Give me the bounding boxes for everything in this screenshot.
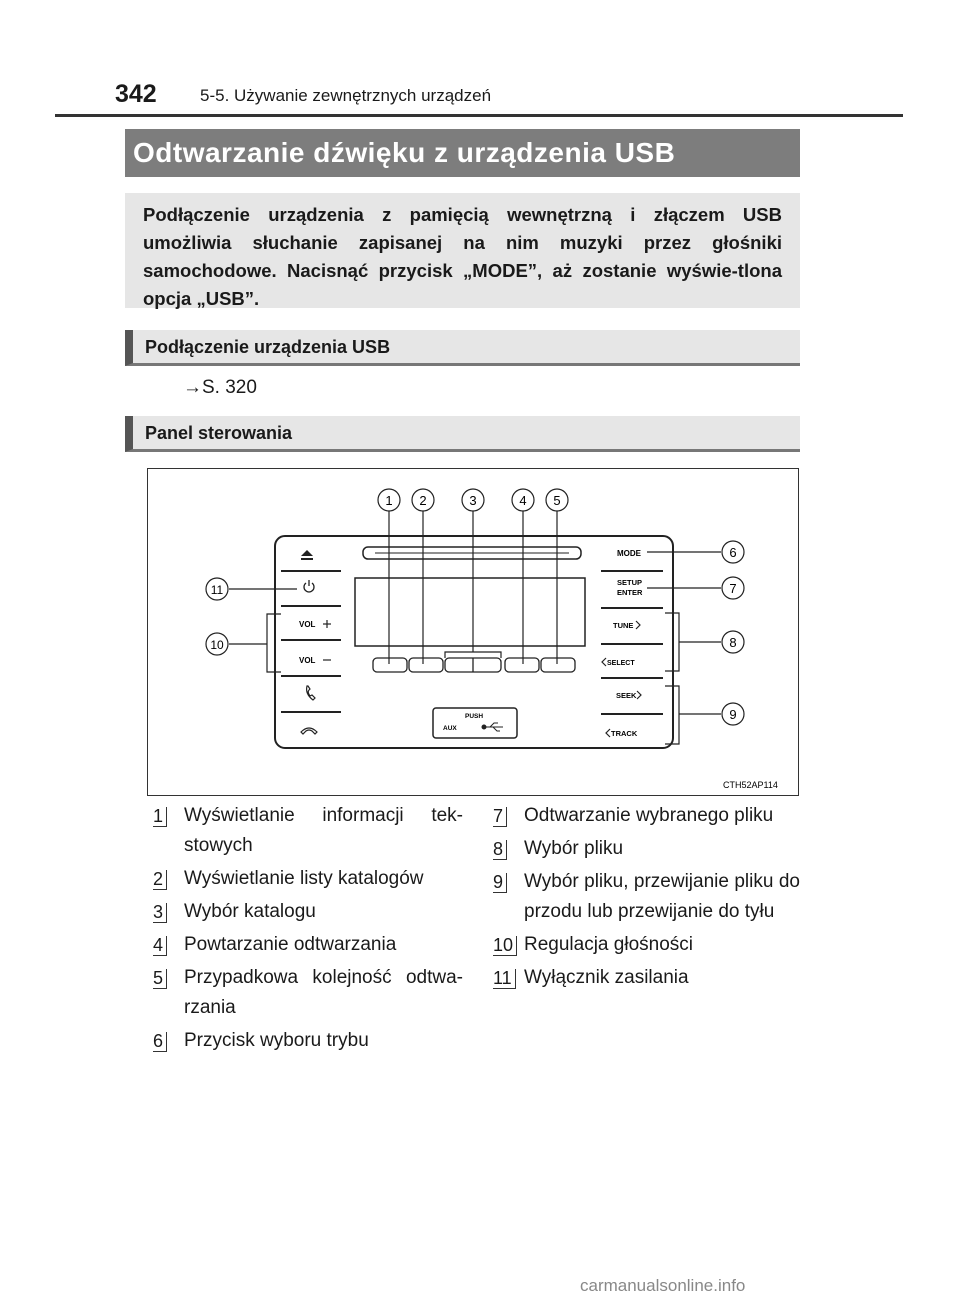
legend-item-4: [150, 930, 463, 960]
vol-plus-label: VOL: [299, 620, 316, 629]
vol-minus-label: VOL: [299, 656, 316, 665]
legend-item-3: [150, 897, 463, 927]
legend-number: 5: [153, 969, 167, 989]
legend-item-7: [490, 801, 800, 831]
legend-column-right: [490, 801, 800, 996]
svg-text:8: 8: [729, 635, 737, 650]
svg-text:1: 1: [385, 493, 393, 508]
legend-number: 3: [153, 903, 167, 923]
legend-text: Wyświetlanie informacji tek-stowych: [184, 805, 463, 856]
legend-number: 7: [493, 807, 507, 827]
legend-text: Odtwarzanie wybranego pliku: [524, 805, 774, 826]
legend-item-1: [150, 801, 463, 861]
legend-text: Regulacja głośności: [524, 934, 693, 955]
section-heading-usb-connection: Podłączenie urządzenia USB: [125, 330, 800, 366]
legend-item-8: [490, 834, 800, 864]
legend-text: Wybór katalogu: [184, 901, 316, 922]
page-reference-link[interactable]: →S. 320: [183, 377, 257, 398]
legend-number: 2: [153, 870, 167, 890]
select-label: SELECT: [607, 660, 635, 667]
svg-text:10: 10: [210, 638, 224, 652]
push-label: PUSH: [465, 713, 484, 720]
legend-text: Wyświetlanie listy katalogów: [184, 868, 424, 889]
svg-text:2: 2: [419, 493, 427, 508]
aux-label: AUX: [443, 725, 457, 732]
legend-number: 8: [493, 840, 507, 860]
legend-text: Przycisk wyboru trybu: [184, 1030, 369, 1051]
track-label: TRACK: [611, 729, 638, 738]
figure-code: CTH52AP114: [723, 780, 778, 790]
footer-watermark: carmanualsonline.info: [580, 1276, 746, 1295]
svg-text:4: 4: [519, 493, 527, 508]
legend-item-6: [150, 1026, 463, 1056]
legend-column-left: [150, 801, 463, 1059]
mode-label: MODE: [617, 549, 641, 558]
legend-text: Wybór pliku: [524, 838, 624, 859]
svg-text:5: 5: [553, 493, 561, 508]
setup-label: SETUP: [617, 578, 643, 587]
legend-number: 10: [493, 936, 517, 956]
legend-item-5: [150, 963, 463, 1023]
svg-text:7: 7: [729, 581, 737, 596]
legend-item-11: [490, 963, 800, 993]
control-panel-diagram: [147, 468, 799, 796]
legend-number: 6: [153, 1032, 167, 1052]
legend-number: 4: [153, 936, 167, 956]
header-rule: [55, 114, 903, 117]
legend-number: 1: [153, 807, 167, 827]
tune-label: TUNE: [613, 621, 634, 630]
legend-text: Wyłącznik zasilania: [524, 967, 689, 988]
legend-text: Przypadkowa kolejność odtwa-rzania: [184, 967, 463, 1018]
preset-button-5: [541, 658, 575, 672]
page-number: 342: [115, 80, 157, 108]
seek-label: SEEK: [616, 691, 637, 700]
svg-text:6: 6: [729, 545, 737, 560]
chapter-heading: 5-5. Używanie zewnętrznych urządzeń: [200, 86, 492, 105]
svg-text:9: 9: [729, 707, 737, 722]
legend-item-9: [490, 867, 800, 927]
legend-item-2: [150, 864, 463, 894]
legend-number: 11: [493, 969, 516, 989]
legend-item-10: [490, 930, 800, 960]
page-title: Odtwarzanie dźwięku z urządzenia USB: [125, 129, 800, 177]
enter-label: ENTER: [617, 588, 643, 597]
legend-number: 9: [493, 873, 507, 893]
svg-text:3: 3: [469, 493, 477, 508]
svg-text:11: 11: [210, 583, 224, 597]
control-panel-figure: [147, 468, 799, 796]
intro-box: Podłączenie urządzenia z pamięcią wewnętrzną i złączem USB umożliwia słuchanie zapisanej na nim muzyki przez głośniki samochodowe. Nacisnąć przycisk „MODE”, aż zostanie wyświe-tlona opcja „USB”.: [125, 193, 800, 308]
legend-text: Wybór pliku, przewijanie pliku do przodu lub przewijanie do tyłu: [524, 871, 800, 922]
legend-text: Powtarzanie odtwarzania: [184, 934, 397, 955]
preset-button-1: [373, 658, 407, 672]
section-heading-control-panel: Panel sterowania: [125, 416, 800, 452]
preset-button-4: [505, 658, 539, 672]
preset-button-2: [409, 658, 443, 672]
